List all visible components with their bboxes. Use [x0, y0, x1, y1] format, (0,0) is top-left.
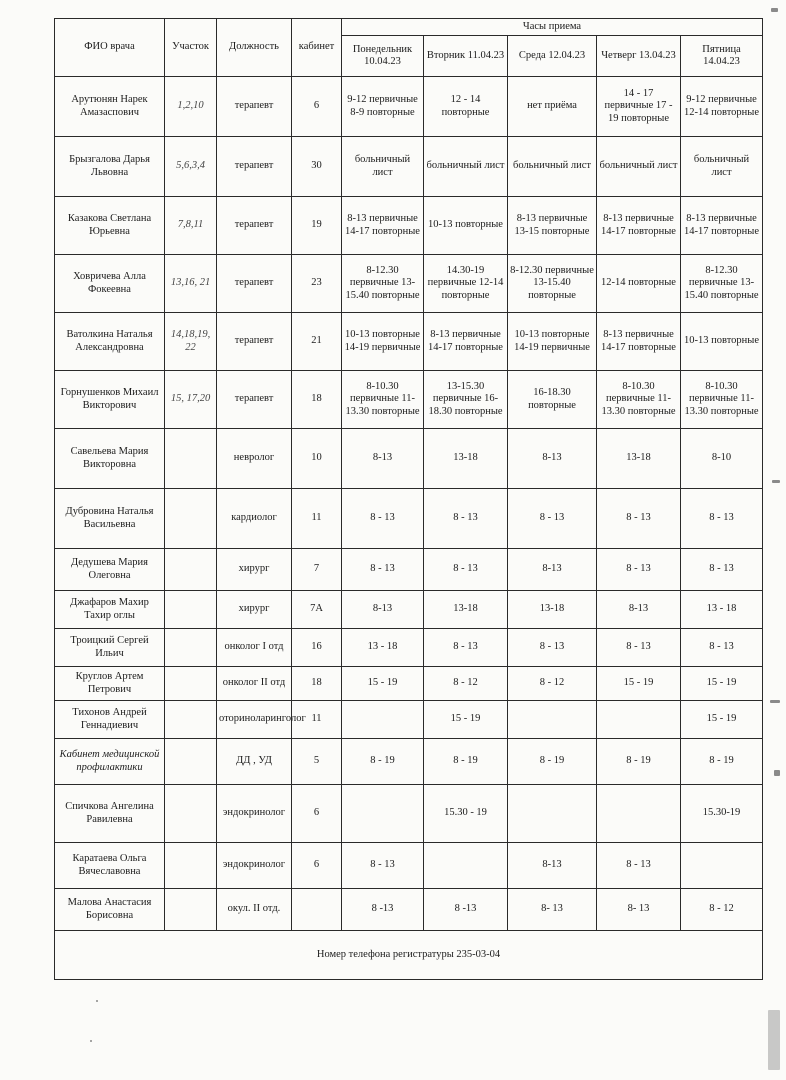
- hours-cell: 8 - 19: [681, 739, 763, 785]
- hours-cell: 8 -13: [424, 889, 508, 931]
- hours-cell: 8 - 13: [508, 629, 597, 667]
- hours-cell: больничный лист: [597, 137, 681, 197]
- table-row: [55, 77, 763, 137]
- hours-cell: 8-10.30 первичные 11-13.30 повторные: [597, 371, 681, 429]
- doctor-position: хирург: [217, 549, 292, 591]
- scan-artifact: [774, 770, 780, 776]
- hours-cell: 8-13: [508, 549, 597, 591]
- hours-cell: [342, 701, 424, 739]
- table-row: [55, 137, 763, 197]
- hours-cell: 8 - 19: [508, 739, 597, 785]
- hours-cell: 8-10.30 первичные 11-13.30 повторные: [342, 371, 424, 429]
- doctor-name: Каратаева Ольга Вячеславовна: [55, 843, 165, 889]
- header-day-friday: Пятница 14.04.23: [681, 36, 763, 77]
- hours-cell: 8-12.30 первичные 13-15.40 повторные: [508, 255, 597, 313]
- hours-cell: 8 - 12: [681, 889, 763, 931]
- table-row: [55, 629, 763, 667]
- doctor-cabinet: 16: [292, 629, 342, 667]
- hours-cell: 10-13 повторные: [681, 313, 763, 371]
- hours-cell: 10-13 повторные: [424, 197, 508, 255]
- hours-cell: 15 - 19: [597, 667, 681, 701]
- table-row: [55, 549, 763, 591]
- hours-cell: 8-13 первичные 13-15 повторные: [508, 197, 597, 255]
- hours-cell: 8 - 12: [508, 667, 597, 701]
- doctor-uchastok: [165, 739, 217, 785]
- header-hours: Часы приема: [342, 19, 763, 36]
- doctor-name: Джафаров Махир Тахир оглы: [55, 591, 165, 629]
- hours-cell: 9-12 первичные 8-9 повторные: [342, 77, 424, 137]
- hours-cell: 8 - 13: [681, 629, 763, 667]
- hours-cell: 8 - 13: [508, 489, 597, 549]
- hours-cell: 8 - 13: [342, 489, 424, 549]
- doctor-uchastok: [165, 785, 217, 843]
- hours-cell: 15 - 19: [681, 667, 763, 701]
- doctor-cabinet: 7А: [292, 591, 342, 629]
- doctor-name: Горнушенков Михаил Викторович: [55, 371, 165, 429]
- hours-cell: 15 - 19: [424, 701, 508, 739]
- doctor-position: окул. II отд.: [217, 889, 292, 931]
- doctor-cabinet: 10: [292, 429, 342, 489]
- hours-cell: 13-15.30 первичные 16-18.30 повторные: [424, 371, 508, 429]
- scan-artifact: [771, 8, 778, 12]
- doctor-uchastok: 14,18,19, 22: [165, 313, 217, 371]
- hours-cell: 15.30-19: [681, 785, 763, 843]
- hours-cell: 8 - 13: [597, 629, 681, 667]
- table-row: [55, 667, 763, 701]
- hours-cell: [681, 843, 763, 889]
- table-row: [55, 429, 763, 489]
- schedule-sheet: [54, 18, 762, 980]
- scan-artifact: [96, 1000, 98, 1002]
- header-uchastok: Участок: [165, 19, 217, 77]
- doctor-name: Арутюнян Нарек Амазаспович: [55, 77, 165, 137]
- doctor-cabinet: 11: [292, 701, 342, 739]
- doctor-position: онколог I отд: [217, 629, 292, 667]
- hours-cell: 14 - 17 первичные 17 - 19 повторные: [597, 77, 681, 137]
- hours-cell: 12-14 повторные: [597, 255, 681, 313]
- hours-cell: 8 - 19: [424, 739, 508, 785]
- doctor-cabinet: 23: [292, 255, 342, 313]
- table-row: [55, 843, 763, 889]
- doctor-position: эндокринолог: [217, 785, 292, 843]
- hours-cell: 8-10.30 первичные 11-13.30 повторные: [681, 371, 763, 429]
- hours-cell: 8 - 13: [681, 489, 763, 549]
- doctor-position: терапевт: [217, 255, 292, 313]
- doctor-position: терапевт: [217, 371, 292, 429]
- hours-cell: 12 - 14 повторные: [424, 77, 508, 137]
- hours-cell: 8 - 13: [342, 843, 424, 889]
- doctor-position: оториноларинголог: [217, 701, 292, 739]
- hours-cell: 8 - 13: [597, 843, 681, 889]
- doctor-name: Ватолкина Наталья Александровна: [55, 313, 165, 371]
- hours-cell: 8-12.30 первичные 13-15.40 повторные: [342, 255, 424, 313]
- header-day-monday: Понедельник 10.04.23: [342, 36, 424, 77]
- doctor-uchastok: [165, 843, 217, 889]
- doctor-position: хирург: [217, 591, 292, 629]
- hours-cell: 13-18: [508, 591, 597, 629]
- hours-cell: [508, 701, 597, 739]
- doctor-position: кардиолог: [217, 489, 292, 549]
- hours-cell: 8 - 13: [597, 549, 681, 591]
- doctor-position: терапевт: [217, 313, 292, 371]
- hours-cell: 13 - 18: [342, 629, 424, 667]
- hours-cell: 13-18: [424, 429, 508, 489]
- hours-cell: 8-13: [342, 429, 424, 489]
- doctor-name: Тихонов Андрей Геннадиевич: [55, 701, 165, 739]
- doctor-name: Круглов Артем Петрович: [55, 667, 165, 701]
- schedule-table: [54, 18, 763, 980]
- hours-cell: 10-13 повторные 14-19 первичные: [342, 313, 424, 371]
- doctor-cabinet: 6: [292, 843, 342, 889]
- table-row: [55, 371, 763, 429]
- table-row: [55, 591, 763, 629]
- hours-cell: [424, 843, 508, 889]
- doctor-cabinet: 18: [292, 667, 342, 701]
- doctor-uchastok: [165, 429, 217, 489]
- hours-cell: 15.30 - 19: [424, 785, 508, 843]
- hours-cell: 9-12 первичные 12-14 повторные: [681, 77, 763, 137]
- hours-cell: 8-13 первичные 14-17 повторные: [597, 313, 681, 371]
- doctor-name: Дедушева Мария Олеговна: [55, 549, 165, 591]
- hours-cell: 8-13: [342, 591, 424, 629]
- hours-cell: 8 - 12: [424, 667, 508, 701]
- doctor-name: Савельева Мария Викторовна: [55, 429, 165, 489]
- doctor-uchastok: 1,2,10: [165, 77, 217, 137]
- hours-cell: 13-18: [424, 591, 508, 629]
- hours-cell: [597, 785, 681, 843]
- table-row: [55, 739, 763, 785]
- doctor-uchastok: 15, 17,20: [165, 371, 217, 429]
- hours-cell: 8-12.30 первичные 13-15.40 повторные: [681, 255, 763, 313]
- doctor-uchastok: [165, 591, 217, 629]
- hours-cell: 8-13 первичные 14-17 повторные: [681, 197, 763, 255]
- hours-cell: 8-13: [508, 429, 597, 489]
- doctor-cabinet: 5: [292, 739, 342, 785]
- hours-cell: нет приёма: [508, 77, 597, 137]
- doctor-name: Казакова Светлана Юрьевна: [55, 197, 165, 255]
- doctor-cabinet: 6: [292, 77, 342, 137]
- hours-cell: 13-18: [597, 429, 681, 489]
- hours-cell: 8 - 19: [342, 739, 424, 785]
- table-row: [55, 785, 763, 843]
- doctor-position: терапевт: [217, 77, 292, 137]
- doctor-position: эндокринолог: [217, 843, 292, 889]
- header-position: Должность: [217, 19, 292, 77]
- hours-cell: 13 - 18: [681, 591, 763, 629]
- doctor-name: Троицкий Сергей Ильич: [55, 629, 165, 667]
- hours-cell: 15 - 19: [342, 667, 424, 701]
- hours-cell: 8 - 13: [424, 489, 508, 549]
- doctor-name: Спичкова Ангелина Равилевна: [55, 785, 165, 843]
- doctor-cabinet: 21: [292, 313, 342, 371]
- hours-cell: 8 - 13: [342, 549, 424, 591]
- footer-row: [55, 931, 763, 980]
- scan-artifact: [90, 1040, 92, 1042]
- hours-cell: 8-10: [681, 429, 763, 489]
- hours-cell: [342, 785, 424, 843]
- doctor-uchastok: [165, 889, 217, 931]
- hours-cell: 8-13 первичные 14-17 повторные: [342, 197, 424, 255]
- doctor-cabinet: 18: [292, 371, 342, 429]
- hours-cell: 8- 13: [597, 889, 681, 931]
- doctor-name: Брызгалова Дарья Львовна: [55, 137, 165, 197]
- header-cabinet: кабинет: [292, 19, 342, 77]
- doctor-position: терапевт: [217, 137, 292, 197]
- doctor-name: Дубровина Наталья Васильевна: [55, 489, 165, 549]
- hours-cell: 8 - 13: [681, 549, 763, 591]
- registry-phone: Номер телефона регистратуры 235-03-04: [55, 931, 763, 980]
- doctor-cabinet: [292, 889, 342, 931]
- doctor-name: Кабинет медицинской профилактики: [55, 739, 165, 785]
- hours-cell: 8-13 первичные 14-17 повторные: [597, 197, 681, 255]
- table-row: [55, 313, 763, 371]
- table-row: [55, 489, 763, 549]
- hours-cell: 8 - 13: [424, 549, 508, 591]
- hours-cell: 15 - 19: [681, 701, 763, 739]
- table-row: [55, 889, 763, 931]
- hours-cell: 8-13: [508, 843, 597, 889]
- scan-artifact: [772, 480, 780, 483]
- hours-cell: 8-13: [597, 591, 681, 629]
- header-fio: ФИО врача: [55, 19, 165, 77]
- doctor-cabinet: 30: [292, 137, 342, 197]
- header-day-thursday: Четверг 13.04.23: [597, 36, 681, 77]
- hours-cell: 8-13 первичные 14-17 повторные: [424, 313, 508, 371]
- doctor-position: ДД , УД: [217, 739, 292, 785]
- doctor-name: Малова Анастасия Борисовна: [55, 889, 165, 931]
- doctor-uchastok: [165, 667, 217, 701]
- hours-cell: больничный лист: [424, 137, 508, 197]
- hours-cell: больничный лист: [342, 137, 424, 197]
- doctor-uchastok: [165, 701, 217, 739]
- doctor-position: терапевт: [217, 197, 292, 255]
- hours-cell: 8 - 19: [597, 739, 681, 785]
- hours-cell: больничный лист: [681, 137, 763, 197]
- hours-cell: [508, 785, 597, 843]
- hours-cell: 10-13 повторные 14-19 первичные: [508, 313, 597, 371]
- doctor-cabinet: 7: [292, 549, 342, 591]
- table-row: [55, 255, 763, 313]
- doctor-uchastok: 5,6,3,4: [165, 137, 217, 197]
- scan-artifact: [770, 700, 780, 703]
- hours-cell: больничный лист: [508, 137, 597, 197]
- table-row: [55, 701, 763, 739]
- hours-cell: 8- 13: [508, 889, 597, 931]
- hours-cell: 8 -13: [342, 889, 424, 931]
- hours-cell: 8 - 13: [597, 489, 681, 549]
- doctor-cabinet: 6: [292, 785, 342, 843]
- doctor-position: невролог: [217, 429, 292, 489]
- hours-cell: 8 - 13: [424, 629, 508, 667]
- doctor-uchastok: [165, 489, 217, 549]
- hours-cell: 14.30-19 первичные 12-14 повторные: [424, 255, 508, 313]
- header-day-wednesday: Среда 12.04.23: [508, 36, 597, 77]
- hours-cell: [597, 701, 681, 739]
- doctor-cabinet: 19: [292, 197, 342, 255]
- hours-cell: 16-18.30 повторные: [508, 371, 597, 429]
- table-row: [55, 197, 763, 255]
- doctor-name: Ховричева Алла Фокеевна: [55, 255, 165, 313]
- header-day-tuesday: Вторник 11.04.23: [424, 36, 508, 77]
- doctor-cabinet: 11: [292, 489, 342, 549]
- doctor-uchastok: 13,16, 21: [165, 255, 217, 313]
- scan-artifact: [768, 1010, 780, 1070]
- doctor-uchastok: 7,8,11: [165, 197, 217, 255]
- doctor-uchastok: [165, 549, 217, 591]
- doctor-position: онколог II отд: [217, 667, 292, 701]
- doctor-uchastok: [165, 629, 217, 667]
